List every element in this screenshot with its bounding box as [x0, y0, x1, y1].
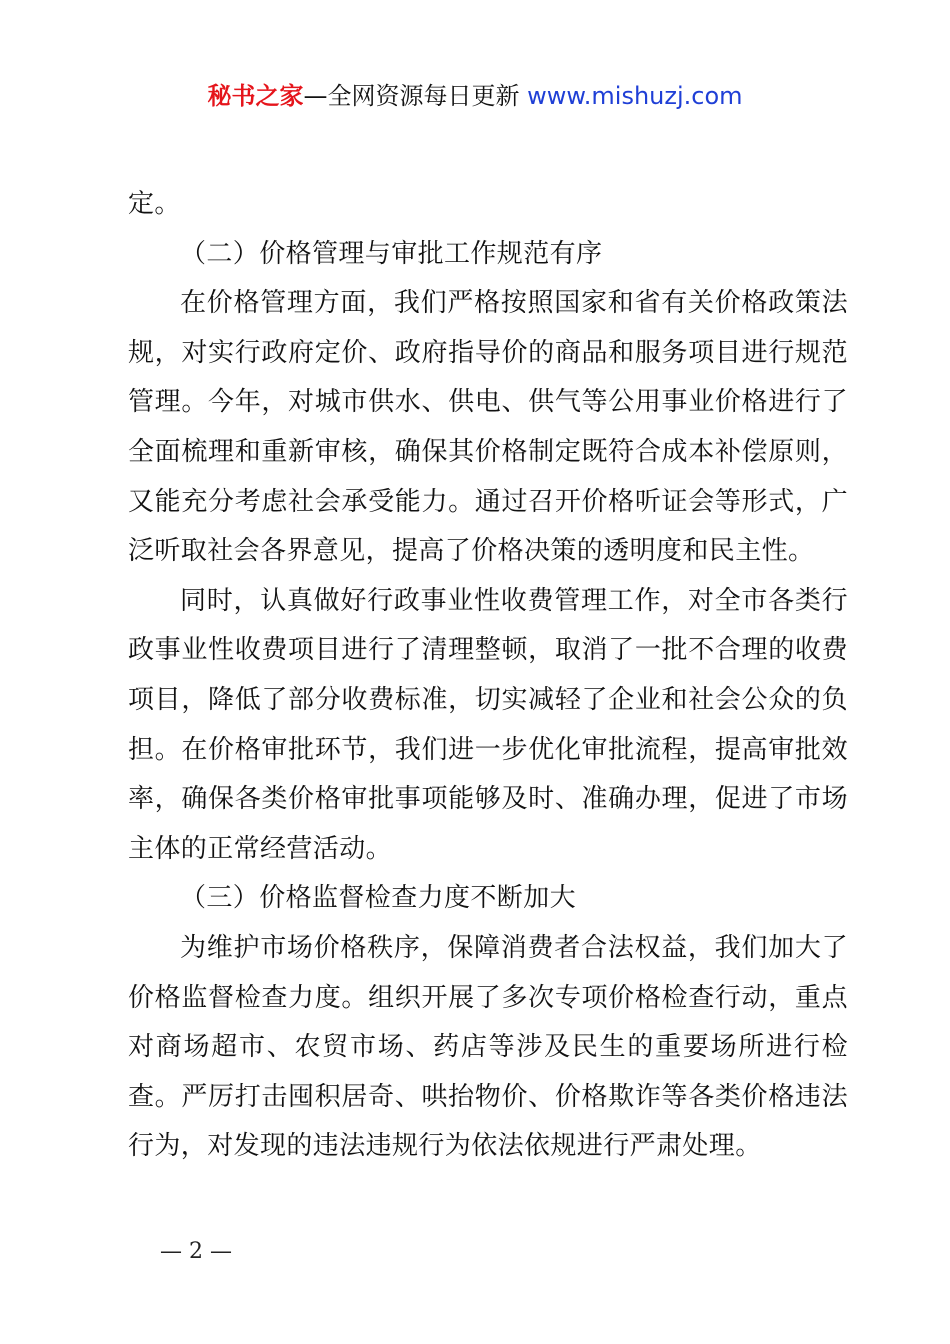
document-body: [128, 180, 848, 1172]
page-header: [0, 80, 950, 112]
section-heading-3: （三）价格监督检查力度不断加大: [180, 883, 577, 914]
page-number: — 2 —: [160, 1239, 232, 1264]
header-site-link[interactable]: www.mishuzj.com: [527, 82, 743, 110]
paragraph-fee-management: 同时，认真做好行政事业性收费管理工作，对全市各类行政事业性收费项目进行了清理整顿，取消了一批不合理的收费项目，降低了部分收费标准，切实减轻了企业和社会公众的负担。在价格审批环节，我们进一步优化审批流程，提高审批效率，确保各类价格审批事项能够及时、准确办理，促进了市场主体的正常经营活动。: [128, 585, 848, 864]
header-brand: 秘书之家: [207, 82, 304, 110]
header-tagline: —全网资源每日更新: [303, 82, 528, 110]
paragraph-price-management: 在价格管理方面，我们严格按照国家和省有关价格政策法规，对实行政府定价、政府指导价的商品和服务项目进行规范管理。今年，对城市供水、供电、供气等公用事业价格进行了全面梳理和重新审核，确保其价格制定既符合成本补偿原则，又能充分考虑社会承受能力。通过召开价格听证会等形式，广泛听取社会各界意见，提高了价格决策的透明度和民主性。: [128, 288, 848, 567]
section-heading-2: （二）价格管理与审批工作规范有序: [180, 238, 603, 269]
paragraph-continuation: 定。: [128, 189, 181, 219]
paragraph-price-inspection: 为维护市场价格秩序，保障消费者合法权益，我们加大了价格监督检查力度。组织开展了多次专项价格检查行动，重点对商场超市、农贸市场、药店等涉及民生的重要场所进行检查。严厉打击囤积居奇、哄抬物价、价格欺诈等各类价格违法行为，对发现的违法违规行为依法依规进行严肃处理。: [128, 932, 848, 1162]
